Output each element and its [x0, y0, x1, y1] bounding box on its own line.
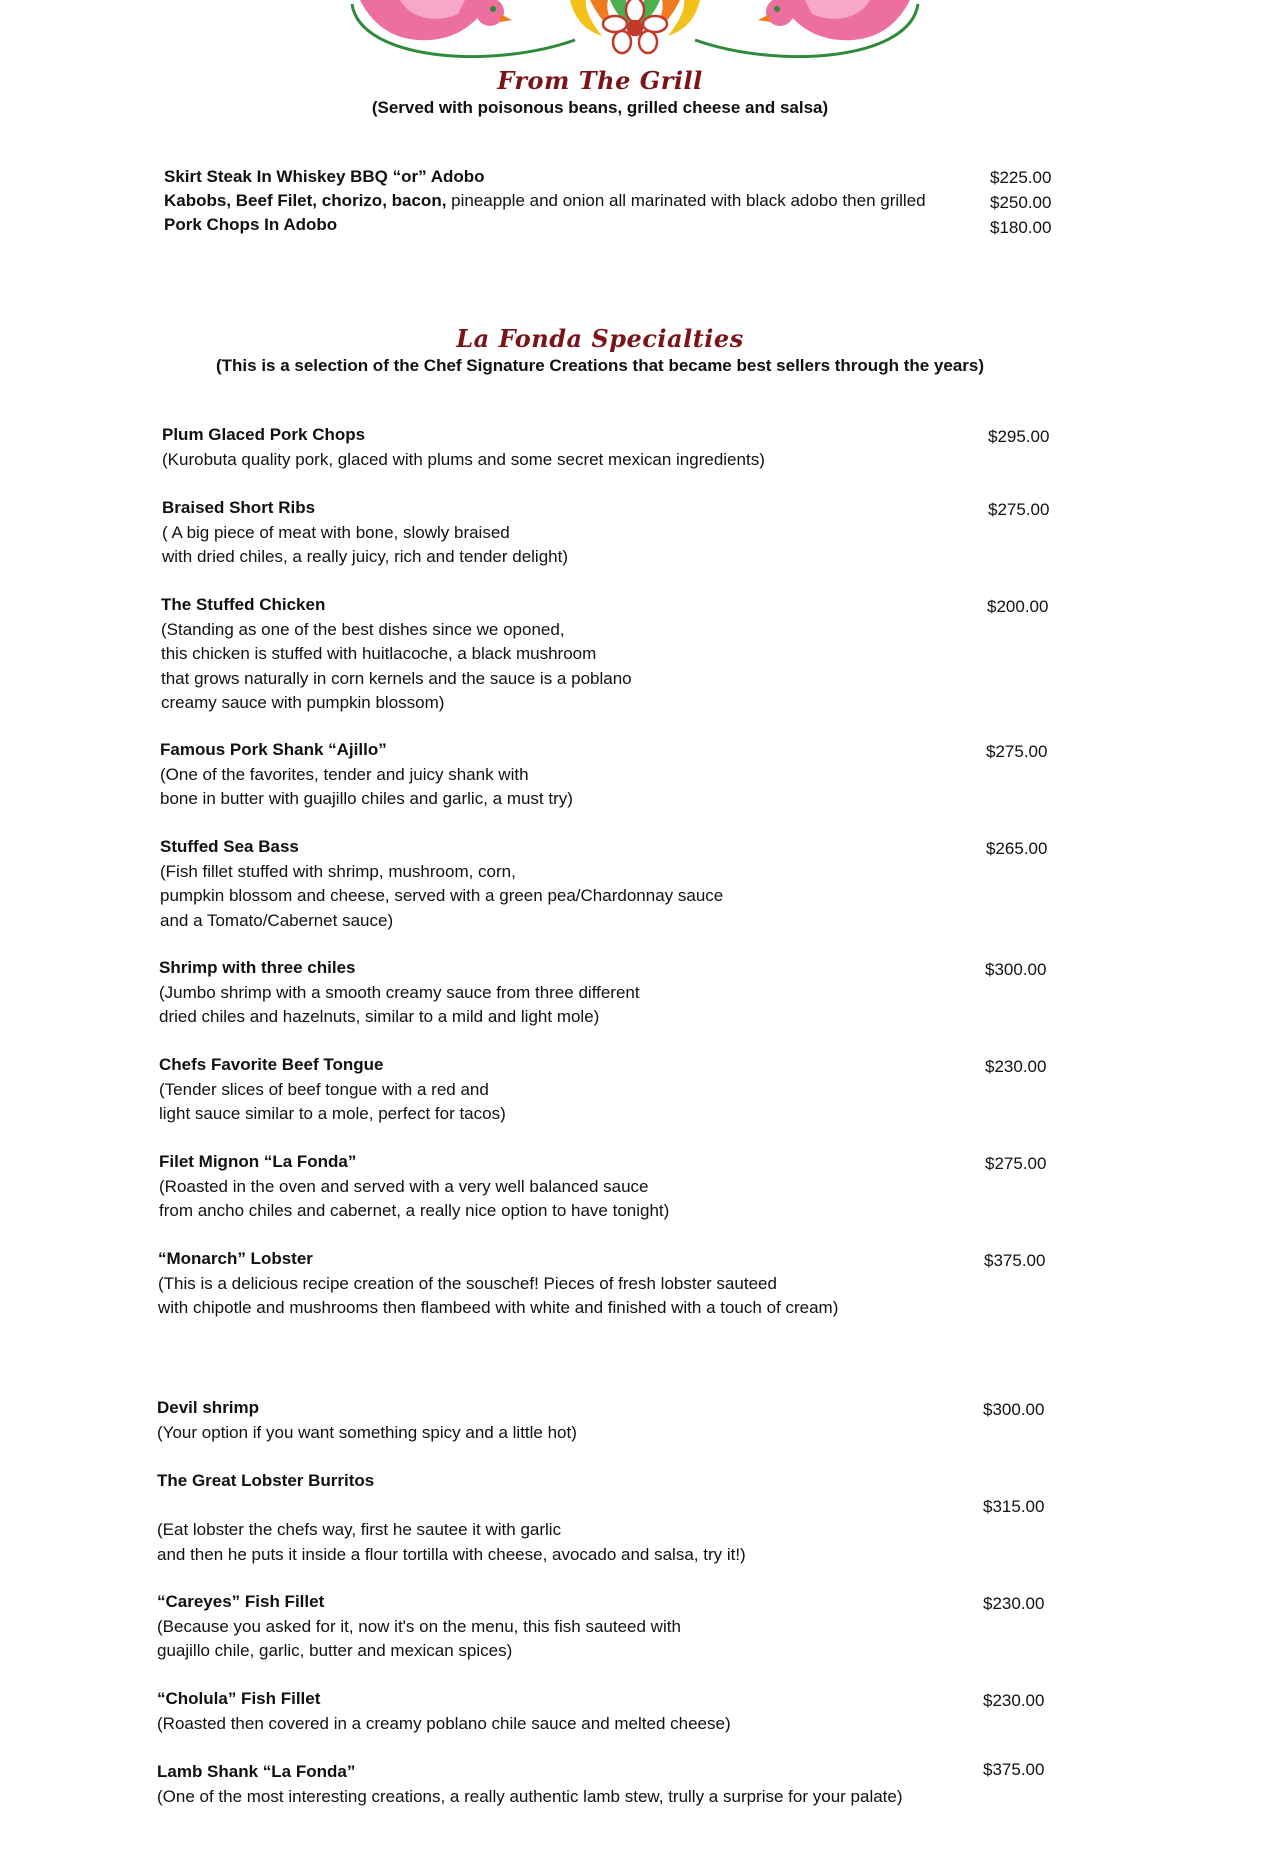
menu-item-name: “Cholula” Fish Fillet: [157, 1689, 321, 1708]
menu-item-description: (One of the favorites, tender and juicy shank with bone in butter with guajillo chiles and garlic, a must try): [160, 764, 573, 808]
grill-section-subtitle: (Served with poisonous beans, grilled cheese and salsa): [371, 98, 829, 117]
menu-item-price: $275.00: [985, 1154, 1047, 1173]
menu-item: [159, 1150, 669, 1224]
specialties-section-title: La Fonda Specialties: [456, 324, 744, 353]
menu-item: [157, 1760, 903, 1809]
menu-item: [162, 496, 568, 570]
menu-item-description: (Because you asked for it, now it's on the menu, this fish sauteed with guajillo chile, garlic, butter and mexican spices): [157, 1616, 681, 1660]
menu-item-description: (Eat lobster the chefs way, first he sautee it with garlic and then he puts it inside a flour tortilla with cheese, avocado and salsa, try it!): [157, 1520, 746, 1564]
floral-birds-ornament-icon: [340, 0, 930, 68]
menu-item-name: Stuffed Sea Bass: [160, 837, 299, 856]
menu-item-description: (Tender slices of beef tongue with a red and light sauce similar to a mole, perfect for tacos): [159, 1079, 506, 1123]
menu-item-price: $315.00: [983, 1497, 1045, 1516]
menu-item-description: (One of the most interesting creations, a really authentic lamb stew, trully a surprise for your palate): [157, 1786, 903, 1806]
menu-item: [157, 1469, 746, 1567]
menu-item: [157, 1590, 681, 1664]
bird-left-icon: [360, 0, 512, 40]
menu-item-price: $300.00: [985, 960, 1047, 979]
menu-item-price: $230.00: [983, 1594, 1045, 1613]
menu-item-description: (This is a delicious recipe creation of the souschef! Pieces of fresh lobster sauteed with chipotle and mushrooms then flambeed with white and finished with a touch of cream): [158, 1273, 839, 1317]
menu-item-description: (Fish fillet stuffed with shrimp, mushroom, corn, pumpkin blossom and cheese, served with a green pea/Chardonnay sauce and a Tomato/Cabernet sauce): [160, 861, 724, 930]
menu-item-price: $265.00: [986, 839, 1048, 858]
menu-item-name: “Monarch” Lobster: [158, 1249, 313, 1268]
grill-item-price: $225.00: [990, 168, 1052, 187]
specialties-section-subtitle: (This is a selection of the Chef Signature Creations that became best sellers through the years): [215, 356, 985, 375]
menu-item: [162, 423, 765, 472]
grill-item-name: Skirt Steak In Whiskey BBQ “or” Adobo: [164, 167, 485, 186]
menu-item-name: Plum Glaced Pork Chops: [162, 425, 366, 444]
menu-item-description: (Roasted then covered in a creamy poblano chile sauce and melted cheese): [157, 1713, 731, 1733]
menu-item-name: Chefs Favorite Beef Tongue: [159, 1055, 384, 1074]
menu-item: [158, 1247, 838, 1321]
menu-item-description: (Standing as one of the best dishes since we oponed, this chicken is stuffed with huitlacoche, a black mushroom that grows naturally in corn kernels and the sauce is a poblano creamy sauce with pumpkin blossom): [161, 619, 632, 712]
grill-item-rest: pineapple and onion all marinated with black adobo then grilled: [446, 191, 926, 210]
menu-item-name: Shrimp with three chiles: [159, 958, 356, 977]
menu-item-description: (Jumbo shrimp with a smooth creamy sauce from three different dried chiles and hazelnuts, similar to a mild and light mole): [159, 982, 640, 1026]
menu-item-name: “Careyes” Fish Fillet: [157, 1592, 325, 1611]
grill-section-title: From The Grill: [497, 66, 703, 95]
menu-item-price: $275.00: [988, 500, 1050, 519]
flower-icon: [603, 0, 667, 53]
menu-item-description: (Roasted in the oven and served with a very well balanced sauce from ancho chiles and cabernet, a really nice option to have tonight): [159, 1176, 670, 1220]
menu-item: [159, 1053, 506, 1127]
menu-item: [157, 1687, 731, 1736]
grill-item-name: Kabobs, Beef Filet, chorizo, bacon,: [164, 191, 447, 210]
menu-item: [160, 835, 723, 933]
menu-item-price: $230.00: [983, 1691, 1045, 1710]
menu-item-price: $300.00: [983, 1400, 1045, 1419]
grill-item: [164, 213, 337, 237]
menu-item-price: $375.00: [984, 1251, 1046, 1270]
bird-right-icon: [758, 0, 910, 40]
menu-item-name: Devil shrimp: [157, 1398, 260, 1417]
menu-item-price: $230.00: [985, 1057, 1047, 1076]
menu-item-name: Braised Short Ribs: [162, 498, 316, 517]
menu-item: [157, 1396, 577, 1445]
menu-item-name: The Great Lobster Burritos: [157, 1471, 375, 1490]
menu-item: [160, 738, 573, 812]
menu-item-price: $295.00: [988, 427, 1050, 446]
grill-item-price: $180.00: [990, 218, 1052, 237]
menu-item-price: $275.00: [986, 742, 1048, 761]
menu-item-price: $200.00: [987, 597, 1049, 616]
grill-item-price: $250.00: [990, 193, 1052, 212]
menu-item-price: $375.00: [983, 1760, 1045, 1779]
menu-item-name: Lamb Shank “La Fonda”: [157, 1762, 356, 1781]
menu-item: [159, 956, 640, 1030]
menu-item-description: (Kurobuta quality pork, glaced with plums and some secret mexican ingredients): [162, 449, 765, 469]
grill-item-name: Pork Chops In Adobo: [164, 215, 338, 234]
grill-item: [164, 165, 485, 189]
menu-item-description: (Your option if you want something spicy and a little hot): [157, 1422, 577, 1442]
menu-item-name: The Stuffed Chicken: [161, 595, 326, 614]
menu-item: [161, 593, 632, 716]
menu-item-name: Filet Mignon “La Fonda”: [159, 1152, 357, 1171]
grill-item: [164, 189, 926, 213]
menu-item-description: ( A big piece of meat with bone, slowly braised with dried chiles, a really juicy, rich and tender delight): [162, 522, 568, 566]
menu-item-name: Famous Pork Shank “Ajillo”: [160, 740, 387, 759]
